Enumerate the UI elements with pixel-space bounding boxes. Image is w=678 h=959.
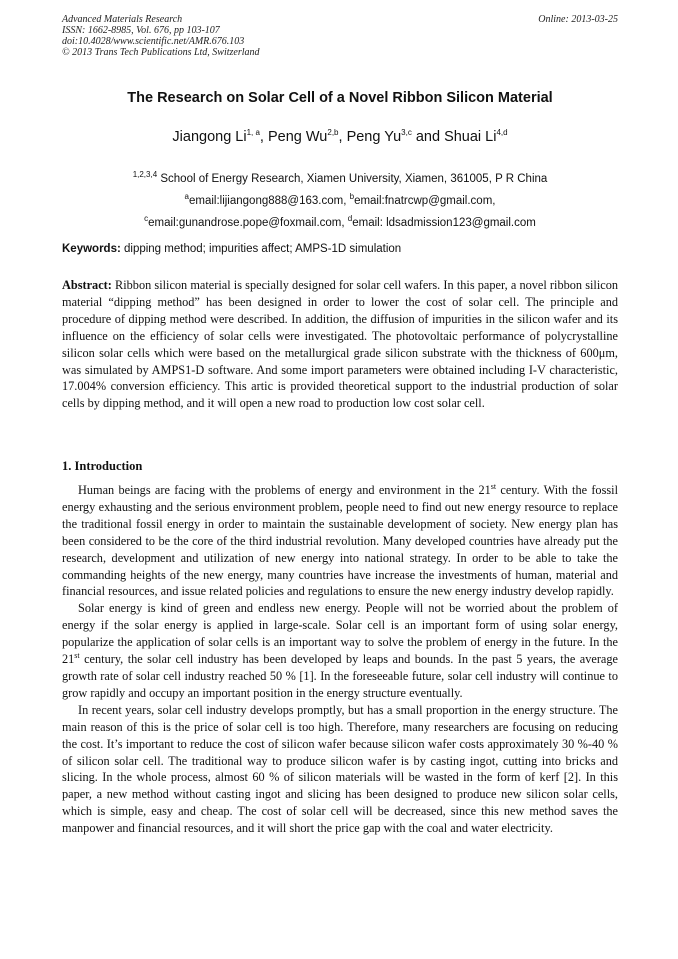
- keywords: [62, 243, 618, 255]
- affiliation-line: [62, 166, 618, 188]
- introduction-body: [62, 482, 618, 837]
- copyright-line: © 2013 Trans Tech Publications Ltd, Switzerland: [62, 47, 260, 58]
- author-affil-mark: 2,b: [327, 128, 339, 137]
- email-a: email:lijiangong888@163.com,: [188, 194, 350, 207]
- paragraph: In recent years, solar cell industry develops promptly, but has a small proportion in the energy structure. The main reason of this is the price of solar cell is too high. Therefore, many researchers are focusing on reducing the cost. It’s important to reduce the cost of silicon wafer because silicon wafer costs approximately 30 %-40 % of silicon solar cell. The traditional way to produce silicon wafer is by casting ingot, cutting into bricks and slicing. In the whole process, almost 60 % of silicon materials will be wasted in the form of kerf [2]. In this paper, a new method without casting ingot and slicing has been designed to produce new silicon solar cells, which is simple, easy and cheap. The cost of solar cell will be decreased, since this new method saves the manpower and financial resources, and it will short the price gap with the coal and water electricity.: [62, 702, 618, 836]
- email-mark: a: [184, 191, 189, 201]
- paragraph: [62, 482, 618, 600]
- ordinal-suffix: st: [74, 650, 80, 660]
- author-separator: ,: [259, 128, 268, 145]
- email-mark: c: [144, 213, 149, 223]
- paragraph-text: Solar energy is kind of green and endless new energy. People will not be worried about the problem of energy if the solar energy is applied in large-scale. Solar cell is an important form of using solar energy, popularize the application of solar cells is an important way to solve the problem of energy in the future. In the 21: [62, 601, 618, 667]
- email-mark: b: [349, 191, 355, 201]
- issn-line: ISSN: 1662-8985, Vol. 676, pp 103-107: [62, 25, 220, 36]
- abstract-text: Ribbon silicon material is specially designed for solar cell wafers. In this paper, a novel ribbon silicon material “dipping method” has been designed in order to lower the cost of solar cell. The principle and procedure of dipping method were described. In addition, the diffusion of impurities in the silicon wafer and its influence on the efficiency of solar cells were investigated. The photovoltaic performance of polycrystalline silicon solar cells which were based on the metallurgical grade silicon substrate with the thickness of 600μm, was simulated by AMPS1-D software. And some import parameters were obtained including I-V characteristic, 17.004% conversion efficiency. This artic is provided theoretical support to the industrial production of solar cells by dipping method, and it will open a new road to production low cost solar cell.: [62, 278, 618, 411]
- paragraph-text: century. With the fossil energy exhausting and the serious environment problem, people need to find out new energy resource to replace the traditional fossil energy in order to maintain the sustainable development of society. New energy plan has been considered to be the core of the third industrial revolution. Many developed countries have already put the research, development and utilization of new energy into national strategy. In order to be able to take the commanding heights of the new energy, many countries have increase the investments of human, material and financial resources, and issue related policies and regulations to ensure the new energy industry develop rapidly.: [62, 483, 618, 599]
- journal-header: [62, 14, 618, 58]
- email-d: email: ldsadmission123@gmail.com: [352, 216, 536, 229]
- author-separator: ,: [338, 128, 347, 145]
- affiliation-mark: 1,2,3,4: [132, 170, 158, 179]
- email-line-1: [62, 188, 618, 210]
- doi-line: doi:10.4028/www.scientific.net/AMR.676.103: [62, 36, 245, 47]
- author-separator: and: [411, 128, 445, 145]
- author-name: Jiangong Li: [172, 128, 247, 145]
- email-mark: d: [347, 213, 353, 223]
- affiliation-block: [62, 166, 618, 231]
- affiliation-text: School of Energy Research, Xiamen University, Xiamen, 361005, P R China: [157, 172, 548, 185]
- author-affil-mark: 1, a: [246, 128, 260, 137]
- online-date: Online: 2013-03-25: [538, 14, 618, 25]
- paragraph-text: century, the solar cell industry has been developed by leaps and bounds. In the past 5 years, the average growth rate of solar cell industry reached 50 % [1]. In the foreseeable future, solar cell industry will continue to grow rapidly and occupy an important position in the energy structure eventually.: [62, 652, 618, 700]
- abstract-label: Abstract:: [62, 278, 112, 292]
- paragraph: [62, 600, 618, 701]
- author-list: [62, 128, 618, 145]
- journal-name: Advanced Materials Research: [62, 14, 183, 25]
- author-name: Peng Yu: [346, 128, 402, 145]
- author-affil-mark: 3,c: [401, 128, 412, 137]
- paragraph-text: Human beings are facing with the problems of energy and environment in the 21: [78, 483, 491, 497]
- email-b: email:fnatrcwp@gmail.com,: [354, 194, 496, 207]
- ordinal-suffix: st: [490, 481, 497, 491]
- author-name: Shuai Li: [444, 128, 497, 145]
- email-c: email:gunandrose.pope@foxmail.com,: [148, 216, 348, 229]
- email-line-2: [62, 210, 618, 232]
- keywords-text: dipping method; impurities affect; AMPS-1D simulation: [120, 243, 402, 255]
- author-name: Peng Wu: [267, 128, 328, 145]
- keywords-label: Keywords:: [62, 243, 121, 255]
- abstract: [62, 277, 618, 412]
- section-heading: 1. Introduction: [62, 459, 143, 473]
- paper-title: The Research on Solar Cell of a Novel Ribbon Silicon Material: [127, 90, 553, 106]
- author-affil-mark: 4,d: [496, 128, 508, 137]
